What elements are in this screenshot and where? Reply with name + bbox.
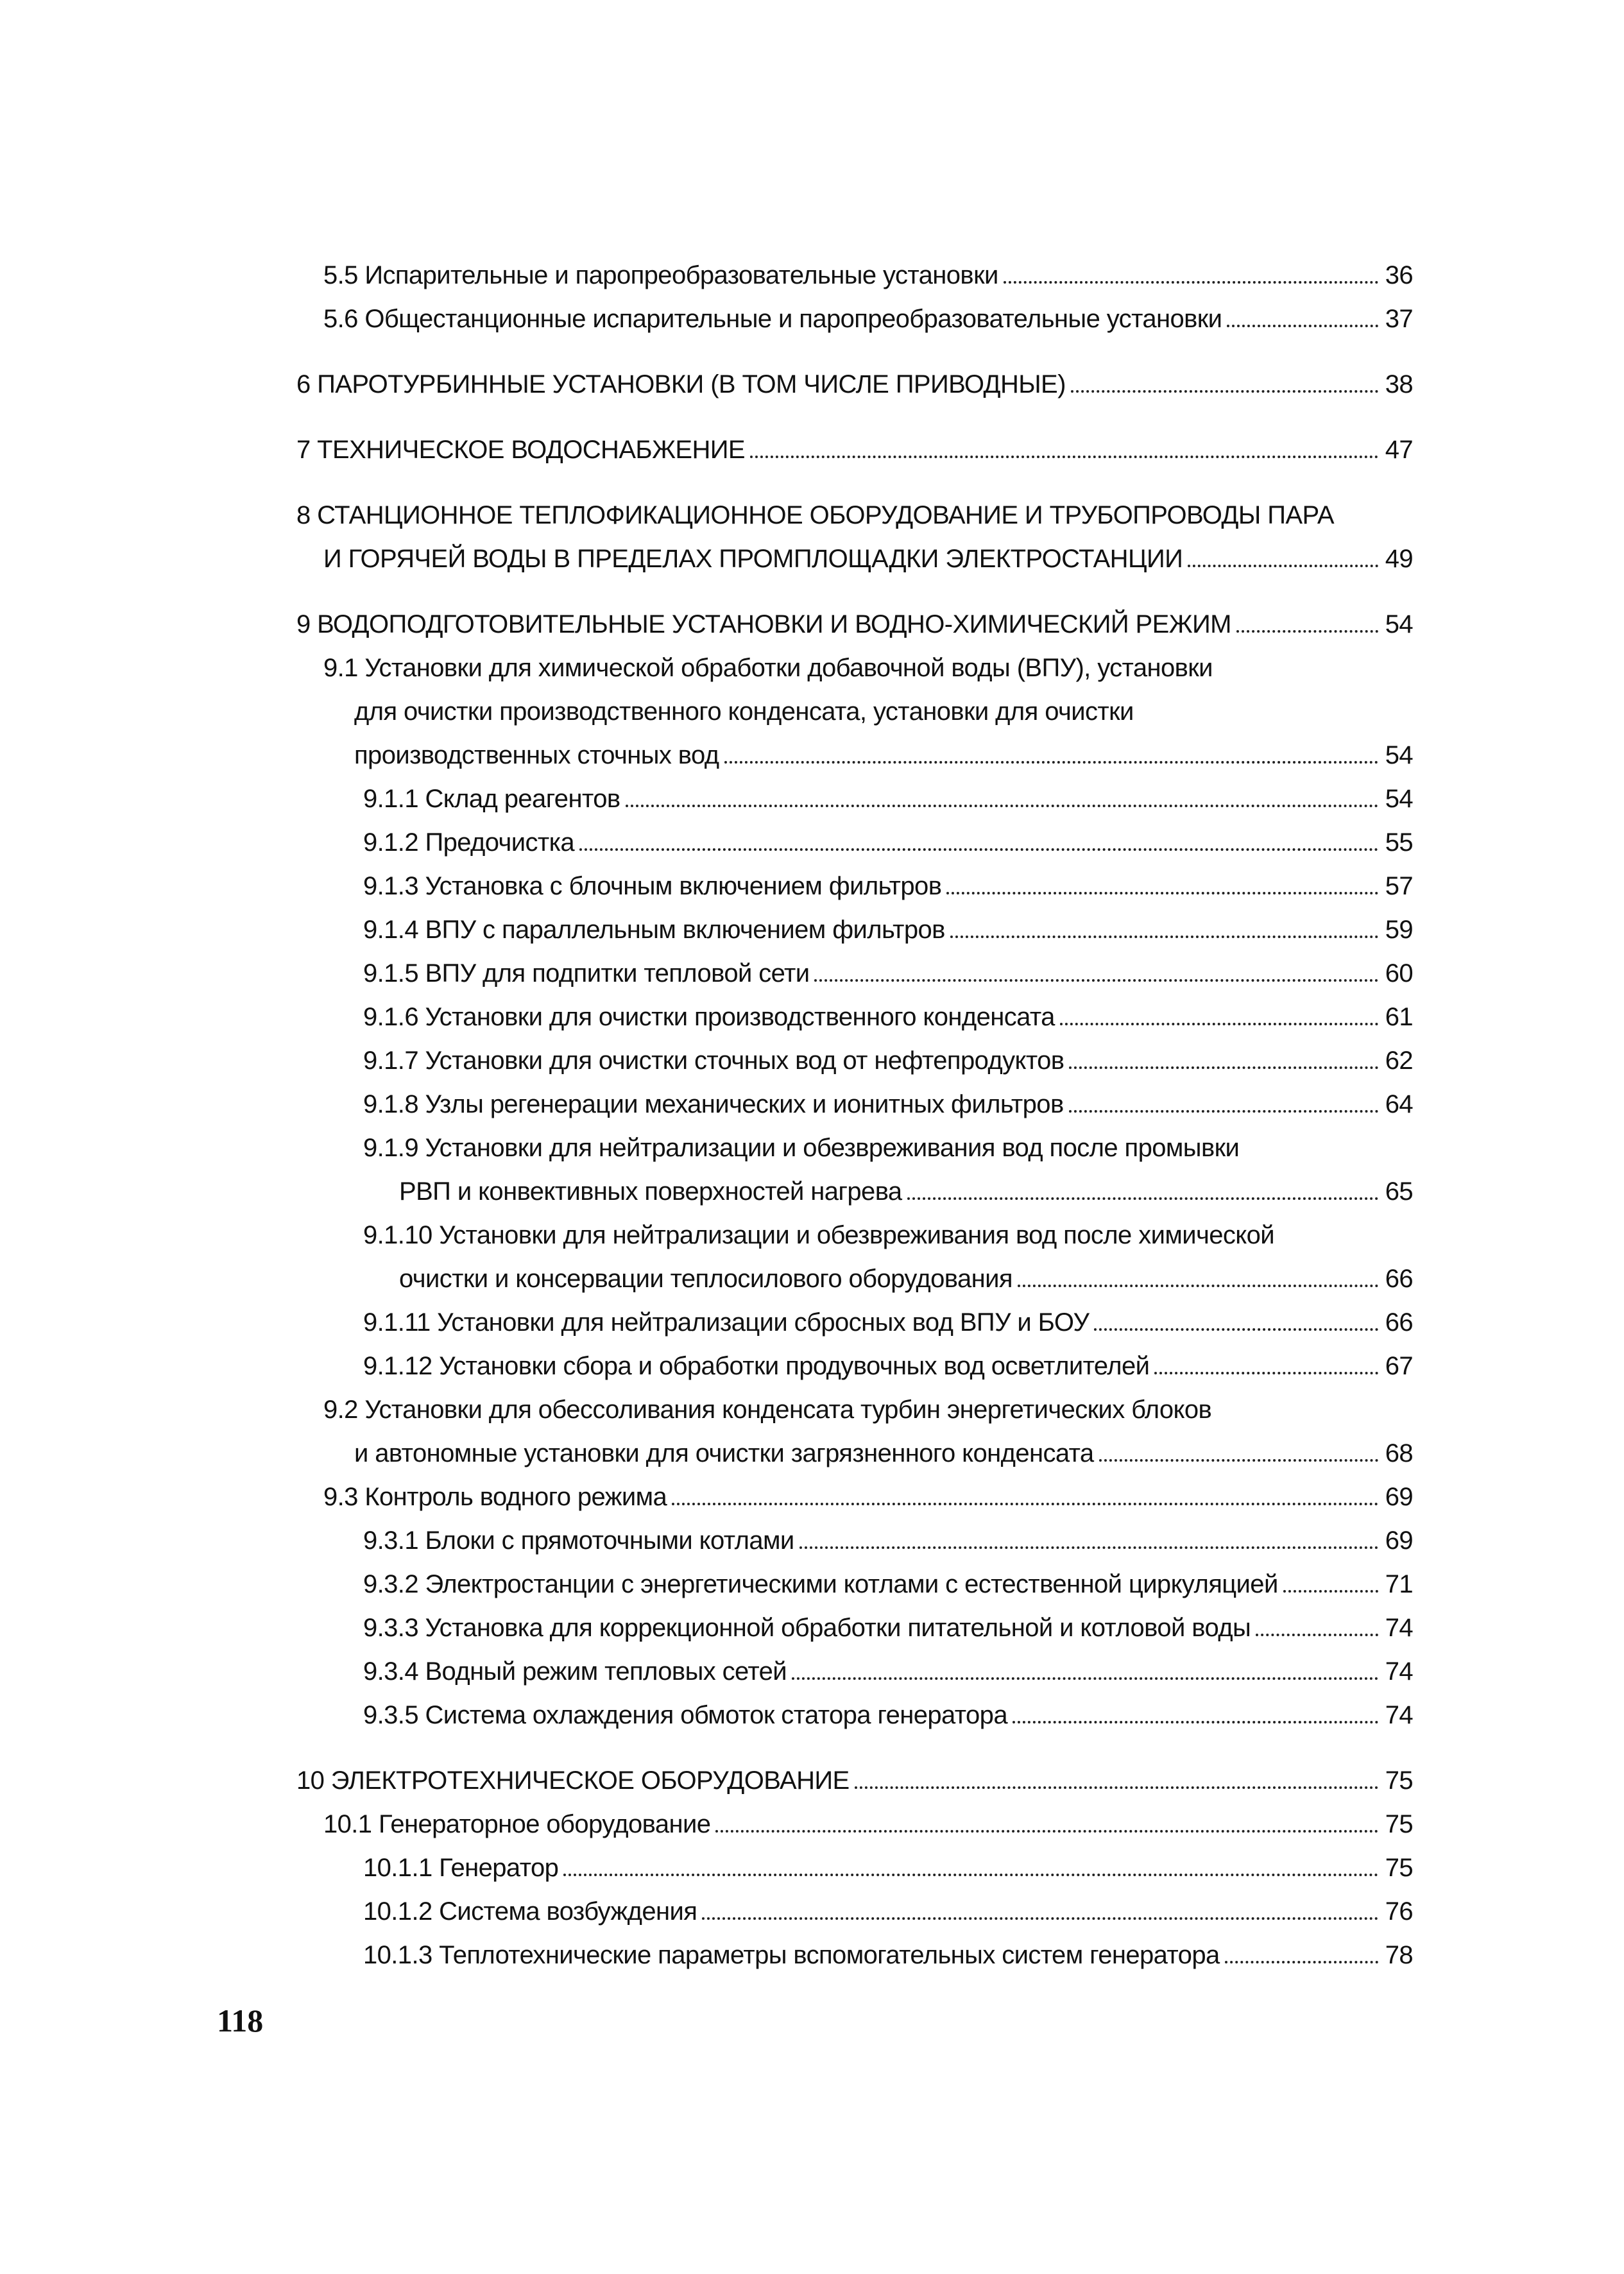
toc-entry-text: 9 ВОДОПОДГОТОВИТЕЛЬНЫЕ УСТАНОВКИ И ВОДНО-ХИМИЧЕСКИЙ РЕЖИМ (296, 610, 1231, 638)
toc-entry-text: 9.1.2 Предочистка (363, 828, 575, 857)
dot-leader (1188, 565, 1378, 567)
toc-page-number: 75 (1385, 1810, 1413, 1838)
toc-entry-text: 9.3.5 Система охлаждения обмоток статора генератора (363, 1701, 1007, 1729)
toc-entry (296, 995, 1413, 1039)
dot-leader (715, 1830, 1378, 1833)
toc-page-number: 69 (1385, 1483, 1413, 1511)
toc-entry (296, 1213, 1413, 1301)
dot-leader (1236, 630, 1378, 633)
toc-entry (296, 1562, 1413, 1606)
toc-page-number: 71 (1385, 1570, 1413, 1598)
toc-entry-text: 9.1.4 ВПУ с параллельным включением фильтров (363, 916, 945, 944)
dot-leader (672, 1503, 1378, 1505)
toc-entry-text: 9.1.10 Установки для нейтрализации и обезвреживания вод после химической (363, 1221, 1275, 1249)
toc-entry (296, 864, 1413, 908)
toc-entry-continuation-line (323, 537, 1413, 581)
toc-entry-title-line (363, 1126, 1413, 1170)
toc-entry-title-line (323, 297, 1413, 341)
toc-entry-title-line (363, 864, 1413, 908)
toc-entry-title-line (363, 1344, 1413, 1388)
toc-page-number: 60 (1385, 959, 1413, 987)
dot-leader (1099, 1459, 1378, 1462)
toc-entry-text: 10 ЭЛЕКТРОТЕХНИЧЕСКОЕ ОБОРУДОВАНИЕ (296, 1766, 850, 1795)
dot-leader (799, 1546, 1378, 1549)
toc-page-number: 54 (1385, 610, 1413, 638)
dot-leader (1154, 1372, 1378, 1374)
toc-entry-text: 8 СТАНЦИОННОЕ ТЕПЛОФИКАЦИОННОЕ ОБОРУДОВАНИЕ И ТРУБОПРОВОДЫ ПАРА (296, 501, 1334, 529)
toc-entry-title-line (363, 1933, 1413, 1977)
toc-page-number: 61 (1385, 1003, 1413, 1031)
toc-entry (296, 603, 1413, 646)
toc-page-number: 64 (1385, 1090, 1413, 1118)
dot-leader (626, 805, 1378, 807)
toc-entry-title-line (363, 952, 1413, 995)
toc-entry (296, 1475, 1413, 1519)
dot-leader (1069, 1110, 1378, 1113)
toc-entry (296, 1519, 1413, 1562)
dot-leader (946, 892, 1378, 894)
toc-page-number: 49 (1385, 545, 1413, 573)
toc-entry-text: 9.1.5 ВПУ для подпитки тепловой сети (363, 959, 810, 987)
toc-entry-text: 9.3.3 Установка для коррекционной обработки питательной и котловой воды (363, 1614, 1251, 1642)
toc-entry-continuation-line (399, 1170, 1413, 1213)
toc-entry-text: для очистки производственного конденсата, установки для очистки (354, 697, 1134, 726)
toc-entry-title-line (296, 1759, 1413, 1802)
toc-page-number: 54 (1385, 785, 1413, 813)
toc-entry (296, 1759, 1413, 1802)
toc-entry-text: 9.3.2 Электростанции с энергетическими котлами с естественной циркуляцией (363, 1570, 1278, 1598)
dot-leader (1094, 1328, 1378, 1331)
toc-page-number: 74 (1385, 1701, 1413, 1729)
toc-entry (296, 821, 1413, 864)
toc-entry-text: РВП и конвективных поверхностей нагрева (399, 1177, 902, 1206)
toc-page-number: 65 (1385, 1177, 1413, 1206)
toc-entry (296, 1039, 1413, 1082)
toc-entry (296, 1650, 1413, 1693)
toc-page-number: 59 (1385, 916, 1413, 944)
toc-entry (296, 1846, 1413, 1890)
toc-entry-title-line (363, 1082, 1413, 1126)
toc-entry-text: 9.1.11 Установки для нейтрализации сбросных вод ВПУ и БОУ (363, 1308, 1090, 1337)
toc-page-number: 66 (1385, 1308, 1413, 1337)
toc-page-number: 69 (1385, 1526, 1413, 1555)
toc-page-number: 76 (1385, 1897, 1413, 1926)
toc-entry-title-line (363, 908, 1413, 952)
dot-leader (750, 456, 1378, 458)
toc-entry (296, 1693, 1413, 1737)
toc-entry-text: И ГОРЯЧЕЙ ВОДЫ В ПРЕДЕЛАХ ПРОМПЛОЩАДКИ ЭЛЕКТРОСТАНЦИИ (323, 545, 1183, 573)
dot-leader (1004, 281, 1378, 284)
toc-entry-text: 9.3.4 Водный режим тепловых сетей (363, 1657, 787, 1686)
toc-entry-text: 10.1.1 Генератор (363, 1854, 559, 1882)
toc-entry (296, 1933, 1413, 1977)
dot-leader (1018, 1285, 1378, 1287)
toc-page-number: 67 (1385, 1352, 1413, 1380)
toc-entry (296, 1301, 1413, 1344)
toc-entry-text: 10.1.2 Система возбуждения (363, 1897, 697, 1926)
toc-entry-title-line (296, 603, 1413, 646)
toc-entry-text: производственных сточных вод (354, 741, 719, 769)
toc-page-number: 74 (1385, 1614, 1413, 1642)
dot-leader (1060, 1023, 1378, 1025)
toc-entry (296, 253, 1413, 297)
toc-page-number: 75 (1385, 1766, 1413, 1795)
dot-leader (855, 1786, 1378, 1789)
toc-entry (296, 1890, 1413, 1933)
toc-entry (296, 363, 1413, 406)
toc-entry (296, 1606, 1413, 1650)
toc-page-number: 54 (1385, 741, 1413, 769)
toc-entry-text: 9.3 Контроль водного режима (323, 1483, 667, 1511)
toc-entry-title-line (363, 1562, 1413, 1606)
toc-page-number: 47 (1385, 436, 1413, 464)
toc-entry (296, 1388, 1413, 1475)
toc-entry-text: 10.1 Генераторное оборудование (323, 1810, 711, 1838)
toc-entry (296, 297, 1413, 341)
toc-entry-title-line (363, 777, 1413, 821)
toc-page-number: 62 (1385, 1047, 1413, 1075)
toc-entry-text: 10.1.3 Теплотехнические параметры вспомогательных систем генератора (363, 1941, 1220, 1969)
toc-entry-title-line (323, 1802, 1413, 1846)
toc-entry-text: 9.1.12 Установки сбора и обработки продувочных вод осветлителей (363, 1352, 1150, 1380)
dot-leader (1013, 1721, 1378, 1723)
toc-entry-title-line (323, 253, 1413, 297)
toc-entry-text: 9.1.6 Установки для очистки производственного конденсата (363, 1003, 1055, 1031)
dot-leader (1283, 1590, 1378, 1593)
toc-entry-text: 7 ТЕХНИЧЕСКОЕ ВОДОСНАБЖЕНИЕ (296, 436, 745, 464)
toc-entry-text: и автономные установки для очистки загрязненного конденсата (354, 1439, 1094, 1467)
toc-entry-title-line (363, 1650, 1413, 1693)
toc-entry-title-line (363, 995, 1413, 1039)
toc-entry-text: 6 ПАРОТУРБИННЫЕ УСТАНОВКИ (В ТОМ ЧИСЛЕ ПРИВОДНЫЕ) (296, 370, 1066, 398)
toc-page-number: 57 (1385, 872, 1413, 900)
dot-leader (563, 1874, 1378, 1876)
dot-leader (1069, 1066, 1378, 1069)
toc-entry-text: 9.1.1 Склад реагентов (363, 785, 620, 813)
toc-entry-text: 9.1.8 Узлы регенерации механических и ионитных фильтров (363, 1090, 1064, 1118)
toc-entry-continuation-line (354, 690, 1413, 733)
toc-page-number: 74 (1385, 1657, 1413, 1686)
toc-page-number: 66 (1385, 1265, 1413, 1293)
toc-entry-continuation-line (354, 733, 1413, 777)
toc-entry (296, 1126, 1413, 1213)
dot-leader (1227, 325, 1378, 327)
toc-page-number: 75 (1385, 1854, 1413, 1882)
toc-entry-title-line (323, 646, 1413, 690)
toc-entry-text: 9.1.9 Установки для нейтрализации и обезвреживания вод после промывки (363, 1134, 1240, 1162)
toc-entry-text: 5.5 Испарительные и паропреобразовательные установки (323, 261, 998, 289)
toc-entry-title-line (296, 493, 1413, 537)
toc-entry-continuation-line (354, 1432, 1413, 1475)
toc-entry (296, 1802, 1413, 1846)
toc-entry (296, 493, 1413, 581)
toc-entry-text: 9.3.1 Блоки с прямоточными котлами (363, 1526, 794, 1555)
toc-entry (296, 777, 1413, 821)
dot-leader (792, 1677, 1378, 1680)
toc-entry-title-line (323, 1388, 1413, 1432)
page-number: 118 (217, 2003, 264, 2039)
toc-page-number: 36 (1385, 261, 1413, 289)
toc-entry (296, 646, 1413, 777)
toc-entry-text: 9.2 Установки для обессоливания конденсата турбин энергетических блоков (323, 1396, 1212, 1424)
toc-entry-continuation-line (399, 1257, 1413, 1301)
toc-entry (296, 908, 1413, 952)
dot-leader (950, 936, 1378, 938)
dot-leader (814, 979, 1378, 982)
toc-entry-text: 9.1 Установки для химической обработки добавочной воды (ВПУ), установки (323, 654, 1213, 682)
toc-entry (296, 952, 1413, 995)
dot-leader (1256, 1634, 1378, 1636)
toc-entry (296, 428, 1413, 472)
toc-entry-title-line (363, 1213, 1413, 1257)
toc-entry-text: 5.6 Общестанционные испарительные и паропреобразовательные установки (323, 305, 1222, 333)
toc-entry (296, 1082, 1413, 1126)
toc-entry-text: 9.1.7 Установки для очистки сточных вод от нефтепродуктов (363, 1047, 1064, 1075)
toc-entry-title-line (296, 428, 1413, 472)
dot-leader (1071, 390, 1378, 393)
toc-entry-title-line (296, 363, 1413, 406)
toc-entry-text: очистки и консервации теплосилового оборудования (399, 1265, 1013, 1293)
dot-leader (579, 848, 1378, 851)
toc-entry-title-line (363, 821, 1413, 864)
table-of-contents (296, 253, 1413, 1977)
toc-entry-title-line (363, 1846, 1413, 1890)
toc-entry-title-line (363, 1693, 1413, 1737)
toc-page-number: 55 (1385, 828, 1413, 857)
dot-leader (724, 761, 1379, 764)
toc-entry-title-line (363, 1039, 1413, 1082)
toc-entry-title-line (363, 1301, 1413, 1344)
dot-leader (1225, 1961, 1378, 1963)
dot-leader (702, 1917, 1378, 1920)
dot-leader (907, 1197, 1378, 1200)
toc-entry (296, 1344, 1413, 1388)
toc-page-number: 68 (1385, 1439, 1413, 1467)
toc-page-number: 37 (1385, 305, 1413, 333)
toc-entry-text: 9.1.3 Установка с блочным включением фильтров (363, 872, 942, 900)
toc-entry-title-line (363, 1606, 1413, 1650)
toc-page-number: 78 (1385, 1941, 1413, 1969)
toc-page-number: 38 (1385, 370, 1413, 398)
toc-entry-title-line (363, 1890, 1413, 1933)
toc-entry-title-line (323, 1475, 1413, 1519)
toc-entry-title-line (363, 1519, 1413, 1562)
